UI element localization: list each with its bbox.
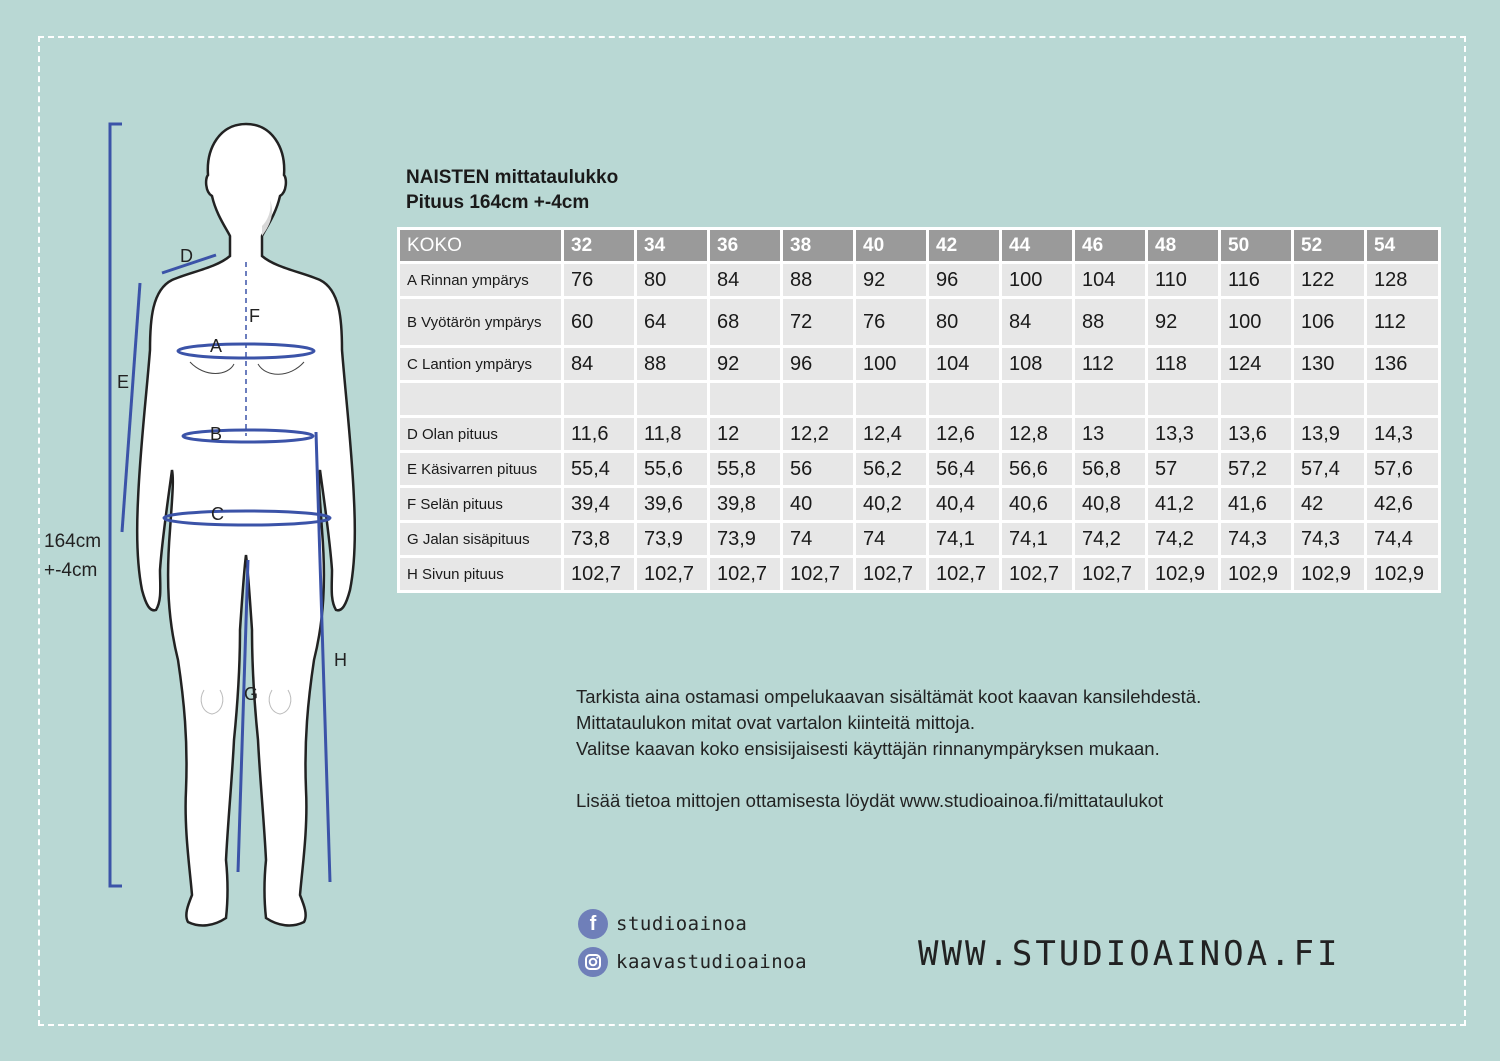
table-cell: 102,7: [636, 557, 709, 592]
table-cell: 80: [636, 263, 709, 298]
website-url[interactable]: WWW.STUDIOAINOA.FI: [918, 934, 1341, 974]
row-label: D Olan pituus: [399, 417, 563, 452]
table-cell: 55,4: [563, 452, 636, 487]
table-cell: 118: [1147, 347, 1220, 382]
table-cell: 92: [709, 347, 782, 382]
table-cell: 40: [782, 487, 855, 522]
row-label: C Lantion ympärys: [399, 347, 563, 382]
table-cell: 74: [855, 522, 928, 557]
facebook-icon: f: [578, 909, 608, 939]
row-label: G Jalan sisäpituus: [399, 522, 563, 557]
table-cell: 40,4: [928, 487, 1001, 522]
table-row: [399, 452, 1440, 487]
table-cell: 106: [1293, 298, 1366, 347]
table-cell: 12,2: [782, 417, 855, 452]
row-label: F Selän pituus: [399, 487, 563, 522]
table-cell: 74,1: [928, 522, 1001, 557]
facebook-link[interactable]: [578, 905, 807, 943]
table-cell: 104: [928, 347, 1001, 382]
row-label: A Rinnan ympärys: [399, 263, 563, 298]
table-cell: 42: [1293, 487, 1366, 522]
table-cell: 112: [1366, 298, 1440, 347]
table-cell: 55,8: [709, 452, 782, 487]
table-cell: 102,7: [563, 557, 636, 592]
table-cell: 110: [1147, 263, 1220, 298]
table-cell: 39,4: [563, 487, 636, 522]
table-row: [399, 263, 1440, 298]
table-cell: 13,3: [1147, 417, 1220, 452]
table-cell: 12,6: [928, 417, 1001, 452]
label-b: B: [210, 424, 223, 444]
table-cell: 57,2: [1220, 452, 1293, 487]
table-cell: 73,8: [563, 522, 636, 557]
table-cell: 12: [709, 417, 782, 452]
header-size: 38: [782, 229, 855, 263]
header-size: 44: [1001, 229, 1074, 263]
table-cell: 80: [928, 298, 1001, 347]
table-cell: 41,6: [1220, 487, 1293, 522]
header-koko: KOKO: [399, 229, 563, 263]
table-row: [399, 347, 1440, 382]
table-cell: 56,4: [928, 452, 1001, 487]
table-cell: 74,4: [1366, 522, 1440, 557]
table-cell: 12,8: [1001, 417, 1074, 452]
table-cell: 136: [1366, 347, 1440, 382]
table-cell: 12,4: [855, 417, 928, 452]
label-d: D: [180, 246, 193, 266]
empty-cell: [1147, 382, 1220, 417]
note-link-line: Lisää tietoa mittojen ottamisesta löydät www.studioainoa.fi/mittataulukot: [576, 790, 1164, 811]
instagram-handle: kaavastudioainoa: [616, 951, 808, 973]
table-cell: 55,6: [636, 452, 709, 487]
table-cell: 100: [855, 347, 928, 382]
table-cell: 102,7: [1074, 557, 1147, 592]
header-size: 34: [636, 229, 709, 263]
table-cell: 74,2: [1147, 522, 1220, 557]
table-cell: 14,3: [1366, 417, 1440, 452]
table-cell: 72: [782, 298, 855, 347]
row-label: E Käsivarren pituus: [399, 452, 563, 487]
table-cell: 102,7: [855, 557, 928, 592]
size-table: [397, 227, 1441, 593]
empty-cell: [709, 382, 782, 417]
table-cell: 57: [1147, 452, 1220, 487]
header-size: 40: [855, 229, 928, 263]
table-cell: 56,2: [855, 452, 928, 487]
table-cell: 74,3: [1293, 522, 1366, 557]
empty-cell: [636, 382, 709, 417]
note-line: Tarkista aina ostamasi ompelukaavan sisältämät koot kaavan kansilehdestä.: [576, 686, 1202, 707]
table-cell: 13,9: [1293, 417, 1366, 452]
table-cell: 68: [709, 298, 782, 347]
title-line2: Pituus 164cm +-4cm: [406, 192, 590, 213]
empty-cell: [1001, 382, 1074, 417]
empty-cell: [855, 382, 928, 417]
table-cell: 13: [1074, 417, 1147, 452]
empty-cell: [1220, 382, 1293, 417]
table-cell: 11,6: [563, 417, 636, 452]
table-cell: 73,9: [709, 522, 782, 557]
table-row: [399, 298, 1440, 347]
empty-cell: [563, 382, 636, 417]
social-links: [578, 905, 807, 981]
table-cell: 112: [1074, 347, 1147, 382]
height-bracket: [110, 124, 122, 886]
table-cell: 104: [1074, 263, 1147, 298]
table-cell: 11,8: [636, 417, 709, 452]
table-cell: 73,9: [636, 522, 709, 557]
table-cell: 102,9: [1366, 557, 1440, 592]
note-line: Mittataulukon mitat ovat vartalon kiinteitä mittoja.: [576, 712, 975, 733]
table-cell: 102,7: [928, 557, 1001, 592]
label-g: G: [244, 684, 259, 704]
notes: [576, 684, 1201, 814]
table-cell: 100: [1001, 263, 1074, 298]
table-cell: 39,6: [636, 487, 709, 522]
header-size: 36: [709, 229, 782, 263]
table-cell: 57,6: [1366, 452, 1440, 487]
table-cell: 124: [1220, 347, 1293, 382]
body-measurement-figure: [0, 0, 400, 1061]
header-size: 52: [1293, 229, 1366, 263]
chart-title: [406, 165, 618, 215]
table-cell: 76: [855, 298, 928, 347]
table-cell: 76: [563, 263, 636, 298]
empty-cell: [1366, 382, 1440, 417]
instagram-link[interactable]: [578, 943, 807, 981]
label-a: A: [210, 336, 223, 356]
header-size: 46: [1074, 229, 1147, 263]
label-c: C: [211, 504, 224, 524]
table-cell: 74,2: [1074, 522, 1147, 557]
table-cell: 39,8: [709, 487, 782, 522]
label-e: E: [117, 372, 130, 392]
table-cell: 57,4: [1293, 452, 1366, 487]
table-cell: 56: [782, 452, 855, 487]
facebook-handle: studioainoa: [616, 913, 748, 935]
table-cell: 102,7: [1001, 557, 1074, 592]
table-cell: 60: [563, 298, 636, 347]
table-cell: 64: [636, 298, 709, 347]
label-f: F: [249, 306, 260, 326]
height-label-line1: 164cm: [44, 531, 102, 552]
table-cell: 108: [1001, 347, 1074, 382]
table-cell: 122: [1293, 263, 1366, 298]
table-cell: 102,7: [709, 557, 782, 592]
table-cell: 102,9: [1220, 557, 1293, 592]
header-size: 50: [1220, 229, 1293, 263]
table-cell: 42,6: [1366, 487, 1440, 522]
table-row: [399, 522, 1440, 557]
table-row: [399, 487, 1440, 522]
header-size: 48: [1147, 229, 1220, 263]
empty-cell: [399, 382, 563, 417]
table-cell: 88: [636, 347, 709, 382]
table-cell: 88: [1074, 298, 1147, 347]
table-cell: 96: [782, 347, 855, 382]
header-size: 54: [1366, 229, 1440, 263]
table-cell: 84: [1001, 298, 1074, 347]
label-h: H: [334, 650, 347, 670]
spacer-row: [399, 382, 1440, 417]
empty-cell: [1293, 382, 1366, 417]
table-cell: 74,3: [1220, 522, 1293, 557]
table-cell: 102,9: [1293, 557, 1366, 592]
table-cell: 40,6: [1001, 487, 1074, 522]
table-cell: 92: [1147, 298, 1220, 347]
note-line: Valitse kaavan koko ensisijaisesti käyttäjän rinnanympäryksen mukaan.: [576, 738, 1160, 759]
table-cell: 100: [1220, 298, 1293, 347]
table-cell: 130: [1293, 347, 1366, 382]
empty-cell: [782, 382, 855, 417]
table-cell: 56,8: [1074, 452, 1147, 487]
height-label-line2: +-4cm: [44, 560, 98, 581]
row-label: H Sivun pituus: [399, 557, 563, 592]
table-cell: 40,2: [855, 487, 928, 522]
table-header-row: [399, 229, 1440, 263]
header-size: 32: [563, 229, 636, 263]
table-cell: 116: [1220, 263, 1293, 298]
table-cell: 13,6: [1220, 417, 1293, 452]
table-cell: 56,6: [1001, 452, 1074, 487]
empty-cell: [1074, 382, 1147, 417]
row-label: B Vyötärön ympärys: [399, 298, 563, 347]
table-cell: 102,7: [782, 557, 855, 592]
header-size: 42: [928, 229, 1001, 263]
table-cell: 128: [1366, 263, 1440, 298]
table-row: [399, 557, 1440, 592]
table-cell: 96: [928, 263, 1001, 298]
table-cell: 92: [855, 263, 928, 298]
title-line1: NAISTEN mittataulukko: [406, 167, 619, 188]
table-cell: 41,2: [1147, 487, 1220, 522]
table-cell: 84: [709, 263, 782, 298]
table-cell: 84: [563, 347, 636, 382]
instagram-icon: [578, 947, 608, 977]
table-row: [399, 417, 1440, 452]
table-cell: 74,1: [1001, 522, 1074, 557]
table-cell: 40,8: [1074, 487, 1147, 522]
table-cell: 102,9: [1147, 557, 1220, 592]
table-cell: 74: [782, 522, 855, 557]
table-cell: 88: [782, 263, 855, 298]
empty-cell: [928, 382, 1001, 417]
